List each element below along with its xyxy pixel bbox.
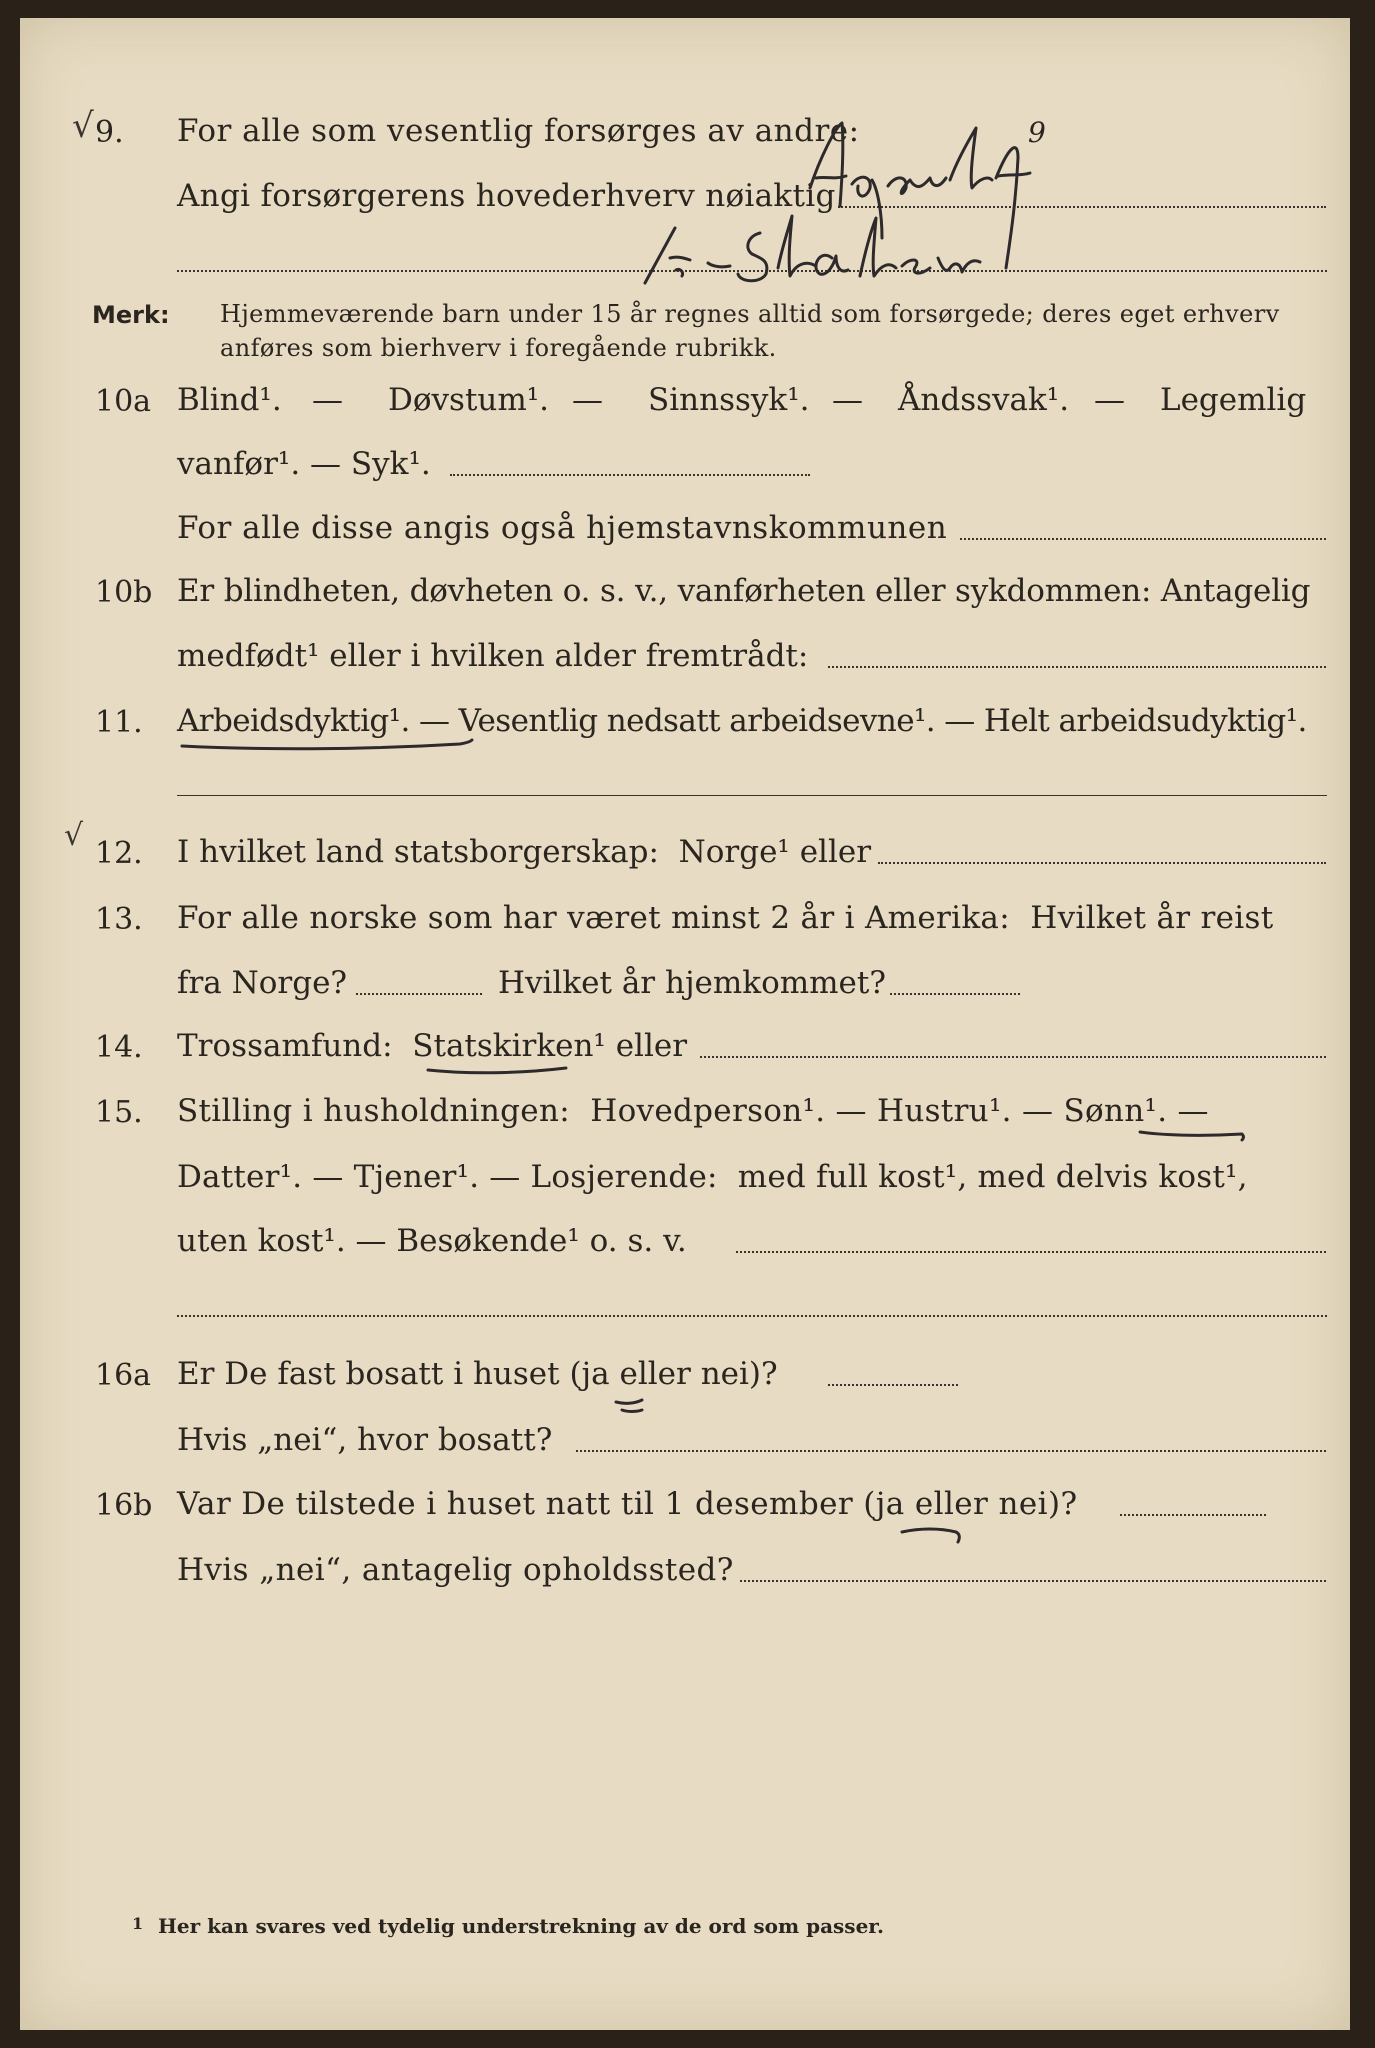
question-number: 16b [95,1488,153,1523]
question-text: Hvilket år hjemkommet? [498,965,886,1001]
question-number: 9. [95,115,124,150]
dash: — [1094,382,1125,418]
answer-line[interactable] [177,1315,1327,1317]
question-text: fra Norge? [177,965,348,1001]
note-text: Hjemmeværende barn under 15 år regnes alltid som forsørgede; deres eget erhverv [220,300,1280,328]
underline-mark [426,1062,576,1076]
dash: — [312,382,343,418]
check-mark-icon: √ [64,818,84,853]
footnote-text: Her kan svares ved tydelig understrekning av de ord som passer. [158,1914,884,1938]
question-text: Er De fast bosatt i huset (ja eller nei)? [177,1356,778,1392]
question-text: For alle disse angis også hjemstavnskommunen [177,510,948,546]
note-label: Merk: [92,301,170,329]
question-text: Var De tilstede i huset natt til 1 desember (ja eller nei)? [177,1486,1078,1522]
underline-mark [612,1392,652,1414]
question-number: 11. [95,705,143,740]
option-andssvak[interactable]: Åndssvak¹. [898,382,1070,418]
question-number: 10a [95,384,152,419]
note-text: anføres som bierhverv i foregående rubrikk. [220,334,777,362]
answer-line[interactable] [356,993,482,995]
question-text: medfødt¹ eller i hvilken alder fremtrådt: [177,638,809,674]
answer-line[interactable] [576,1450,1326,1452]
question-text: Datter¹. — Tjener¹. — Losjerende: med full kost¹, med delvis kost¹, [177,1159,1248,1195]
option-legemlig[interactable]: Legemlig [1160,382,1307,418]
question-number: 10b [95,575,153,610]
question-number: 13. [95,902,143,937]
answer-line[interactable] [740,1580,1326,1582]
question-text: Hvis „nei“, antagelig opholdssted? [177,1552,734,1588]
question-text: Stilling i husholdningen: Hovedperson¹. — Hustru¹. — Sønn¹. — [177,1093,1209,1129]
answer-line[interactable] [736,1251,1326,1253]
dash: — [832,382,863,418]
question-text: For alle norske som har været minst 2 år i Amerika: Hvilket år reist [177,900,1274,936]
answer-line[interactable] [177,795,1327,796]
question-text: Er blindheten, døvheten o. s. v., vanførheten eller sykdommen: Antagelig [177,573,1311,609]
question-text: For alle som vesentlig forsørges av andre: [177,113,860,149]
question-text: vanfør¹. — Syk¹. [177,446,431,482]
underline-mark [900,1524,970,1548]
question-number: 16a [95,1358,152,1393]
answer-line[interactable] [890,993,1020,995]
underline-mark [1138,1126,1248,1142]
option-sinnssyk[interactable]: Sinnssyk¹. [648,382,810,418]
answer-line[interactable] [1120,1514,1266,1516]
handwritten-number: 9 [1028,116,1046,149]
underline-mark [180,736,480,756]
question-number: 14. [95,1030,143,1065]
option-blind[interactable]: Blind¹. [177,382,282,418]
answer-line[interactable] [878,862,1326,864]
question-text: Arbeidsdyktig¹. — Vesentlig nedsatt arbeidsevne¹. — Helt arbeidsudyktig¹. [177,703,1307,739]
option-dovstum[interactable]: Døvstum¹. [388,382,550,418]
check-mark-icon: √ [72,106,94,146]
question-number: 12. [95,836,143,871]
question-text: I hvilket land statsborgerskap: Norge¹ eller [177,834,872,870]
census-form-page [20,18,1350,2030]
question-text: Trossamfund: Statskirken¹ eller [177,1028,688,1064]
question-number: 15. [95,1095,143,1130]
question-text: Angi forsørgerens hovederhverv nøiaktig [177,178,836,214]
handwriting-signature [620,118,1180,288]
answer-line[interactable] [960,538,1326,540]
footnote-mark: 1 [132,1914,144,1933]
answer-line[interactable] [828,666,1326,668]
question-text: Hvis „nei“, hvor bosatt? [177,1422,553,1458]
dash: — [572,382,603,418]
answer-line[interactable] [450,474,810,476]
answer-line[interactable] [700,1056,1326,1058]
answer-line[interactable] [828,1384,958,1386]
question-text: uten kost¹. — Besøkende¹ o. s. v. [177,1223,687,1259]
